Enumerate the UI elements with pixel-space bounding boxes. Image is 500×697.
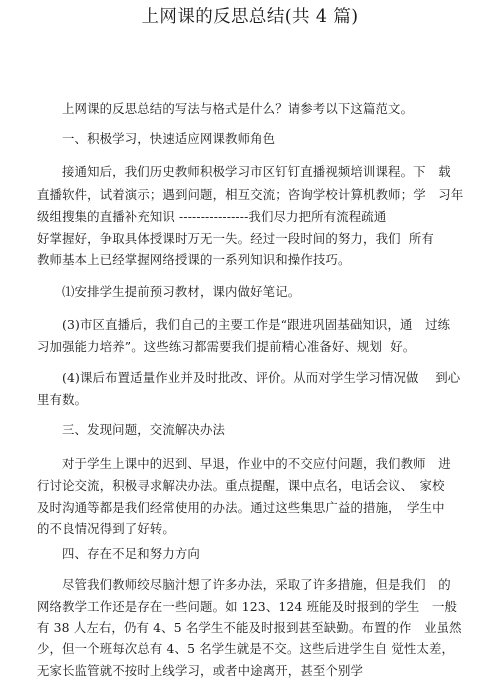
paragraph-4-line-1: 尽管我们教师绞尽脑汁想了许多办法，采取了许多措施，但是我们 的 xyxy=(62,577,451,592)
paragraph-1-line-4: 好掌握好，争取具体授课时万无一失。经过一段时间的努力，我们 所有 xyxy=(37,231,434,246)
paragraph-3-line-2: 行讨论交流，积极寻求解决办法。重点提醒，课中点名，电话会议、 家校 xyxy=(37,478,445,493)
list-item-4-line-2: 里有数。 xyxy=(37,392,88,407)
list-item-3-line-1: (3)市区直播后，我们自己的主要工作是“跟进巩固基础知识，通 过练 xyxy=(62,317,451,332)
section-heading-3: 三、发现问题，交流解决办法 xyxy=(62,422,226,437)
intro-line: 上网课的反思总结的写法与格式是什么？请参考以下这篇范文。 xyxy=(62,101,414,116)
paragraph-3-line-4: 的不良情况得到了好转。 xyxy=(37,521,175,536)
paragraph-4-line-2: 网络教学工作还是存在一些问题。如 123、124 班能及时报到的学生 一般 xyxy=(37,599,458,614)
paragraph-1-line-2: 直播软件，试着演示；遇到问题，相互交流；咨询学校计算机教师；学 习年 xyxy=(37,187,464,202)
paragraph-1-line-5: 教师基本上已经掌握网络授课的一系列知识和操作技巧。 xyxy=(37,252,351,267)
list-item-4-line-1: (4)课后布置适量作业并及时批改、评价。从而对学生学习情况做 到心 xyxy=(62,370,461,385)
document-title: 上网课的反思总结(共 4 篇) xyxy=(141,7,359,27)
paragraph-3-line-3: 及时沟通等都是我们经常使用的办法。通过这些集思广益的措施， 学生中 xyxy=(37,500,445,515)
paragraph-4-line-5: 无家长监管就不按时上线学习，或者中途离开，甚至个别学 xyxy=(37,663,364,678)
paragraph-1-line-3: 级组搜集的直播补充知识 ----------------我们尽力把所有流程疏通 xyxy=(37,209,387,224)
list-item-3-line-2: 习加强能力培养”。这些练习都需要我们提前精心准备好、规划 好。 xyxy=(37,339,416,354)
section-heading-4: 四、存在不足和努力方向 xyxy=(62,546,200,561)
paragraph-4-line-4: 少，但一个班每次总有 4、5 名学生就是不交。这些后进学生自 觉性太差， xyxy=(37,641,455,656)
paragraph-3-line-1: 对于学生上课中的迟到、早退，作业中的不交应付问题，我们教师 进 xyxy=(62,456,451,471)
list-item-1: ⑴安排学生提前预习教材，课内做好笔记。 xyxy=(62,284,301,299)
paragraph-1-line-1: 接通知后，我们历史教师积极学习市区钉钉直播视频培训课程。下 载 xyxy=(62,164,451,179)
paragraph-4-line-3: 有 38 人左右，仍有 4、5 名学生不能及时报到甚至缺勤。布置的作 业虽然 xyxy=(37,620,462,635)
section-heading-1: 一、积极学习，快速适应网课教师角色 xyxy=(62,131,276,146)
